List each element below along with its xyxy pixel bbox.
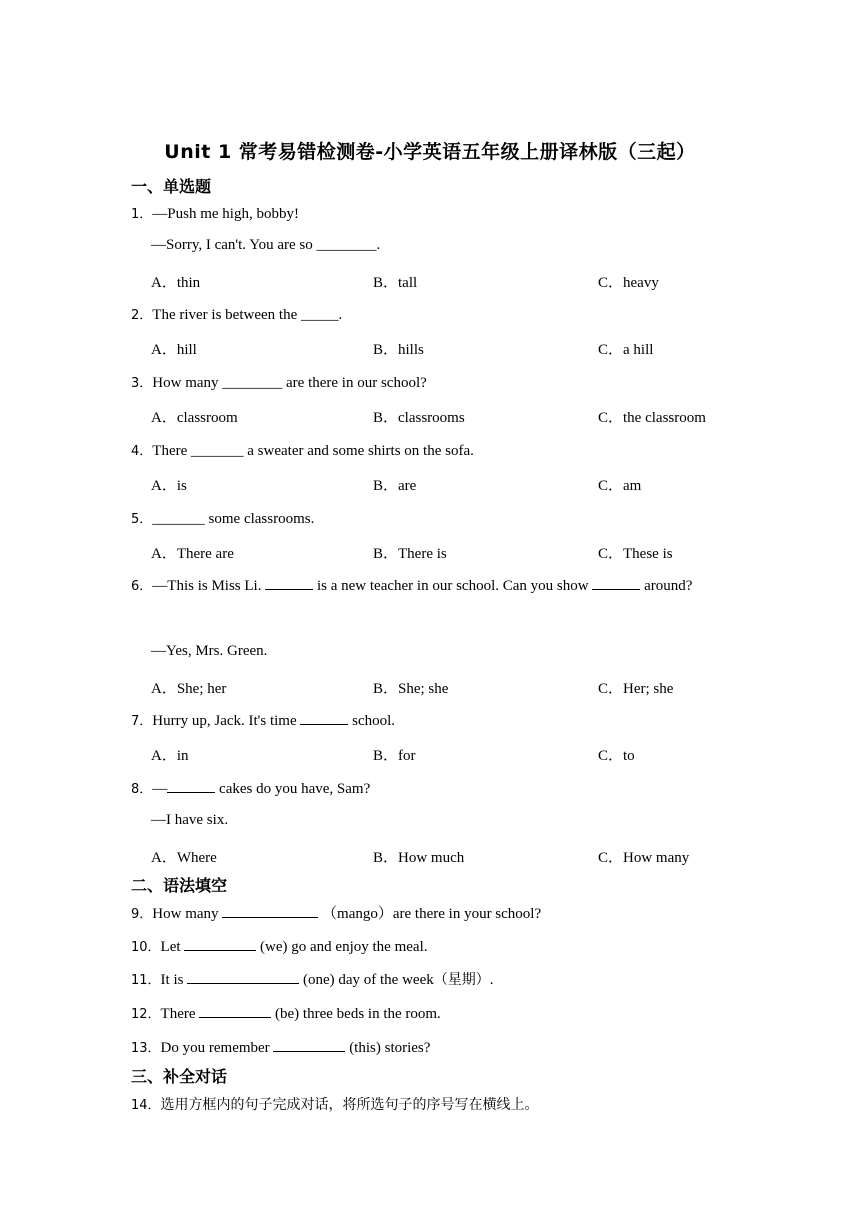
question-text-part: Hurry up, Jack. It's time	[152, 713, 301, 729]
answer-blank	[187, 969, 299, 984]
question-14	[131, 1094, 539, 1114]
option-b: B．How much	[373, 850, 465, 866]
page-title: Unit 1 常考易错检测卷-小学英语五年级上册译林版（三起）	[164, 141, 696, 163]
option-b: B．She; she	[373, 681, 449, 697]
question-text-part: (we) go and enjoy the meal.	[256, 939, 428, 955]
option-c: C．These is	[598, 546, 673, 562]
question-text: 选用方框内的句子完成对话，将所选句子的序号写在横线上。	[160, 1097, 539, 1113]
question-text-part: is a new teacher in our school. Can you show	[313, 578, 593, 594]
option-c: C．Her; she	[598, 681, 674, 697]
question-4	[131, 440, 474, 460]
question-number: 11．	[131, 973, 161, 988]
section-heading-single-choice: 一、单选题	[131, 177, 212, 196]
question-number: 6．	[131, 579, 153, 594]
question-8-line-2: —I have six.	[151, 812, 229, 828]
question-text-part: school.	[348, 713, 396, 729]
question-number: 5．	[131, 512, 153, 527]
question-5	[131, 508, 314, 528]
option-a: A．There are	[151, 546, 234, 562]
option-a: A．Where	[151, 850, 217, 866]
answer-blank	[592, 575, 640, 590]
question-text-part: cakes do you have, Sam?	[215, 781, 371, 797]
option-c: C．the classroom	[598, 410, 706, 426]
option-c: C．am	[598, 478, 642, 494]
question-text-part: —	[152, 781, 168, 797]
option-a: A．thin	[151, 275, 201, 291]
question-2	[131, 304, 342, 324]
question-number: 14．	[131, 1098, 161, 1113]
option-a: A．in	[151, 748, 189, 764]
option-b: B．are	[373, 478, 417, 494]
question-13	[131, 1037, 430, 1057]
question-text-part: .	[489, 972, 494, 988]
answer-blank	[273, 1037, 345, 1052]
question-12	[131, 1003, 441, 1023]
question-number: 7．	[131, 714, 153, 729]
question-text-part: around?	[640, 578, 693, 594]
answer-blank	[300, 710, 348, 725]
question-6-line-2: —Yes, Mrs. Green.	[151, 643, 268, 659]
question-number: 12．	[131, 1007, 161, 1022]
option-b: B．There is	[373, 546, 447, 562]
answer-blank	[167, 778, 215, 793]
question-9	[131, 902, 541, 923]
option-a: A．classroom	[151, 410, 238, 426]
question-text-part: (be) three beds in the room.	[271, 1006, 441, 1022]
question-text-part: （星期）	[433, 972, 490, 988]
question-number: 1．	[131, 207, 153, 222]
option-b: B．classrooms	[373, 410, 465, 426]
question-text-part: (this) stories?	[345, 1040, 431, 1056]
option-b: B．hills	[373, 342, 424, 358]
question-number: 2．	[131, 308, 153, 323]
question-number: 13．	[131, 1041, 161, 1056]
question-number: 3．	[131, 376, 153, 391]
answer-blank	[222, 903, 318, 918]
question-text-part: —This is Miss Li.	[152, 578, 266, 594]
question-text-part: Do you remember	[160, 1040, 274, 1056]
question-text: There _______ a sweater and some shirts on the sofa.	[152, 443, 474, 459]
answer-blank	[265, 575, 313, 590]
question-1	[131, 203, 299, 223]
option-c: C．How many	[598, 850, 690, 866]
option-c: C．to	[598, 748, 635, 764]
section-heading-grammar-fill: 二、语法填空	[131, 876, 228, 895]
option-b: B．tall	[373, 275, 418, 291]
question-text: _______ some classrooms.	[152, 511, 315, 527]
question-number: 9．	[131, 907, 153, 922]
option-a: A．hill	[151, 342, 197, 358]
option-b: B．for	[373, 748, 416, 764]
question-text: —Push me high, bobby!	[152, 206, 299, 222]
answer-blank	[199, 1003, 271, 1018]
question-8	[131, 778, 370, 798]
question-text-part: It is	[160, 972, 188, 988]
question-number: 8．	[131, 782, 153, 797]
question-text-part: （mango）are there in your school?	[318, 906, 542, 922]
question-1-line-2: —Sorry, I can't. You are so ________.	[151, 237, 381, 253]
option-a: A．She; her	[151, 681, 227, 697]
question-7	[131, 710, 395, 730]
option-c: C．a hill	[598, 342, 654, 358]
question-number: 4．	[131, 444, 153, 459]
question-number: 10．	[131, 940, 161, 955]
option-a: A．is	[151, 478, 187, 494]
question-text-part: There	[160, 1006, 200, 1022]
question-text-part: (one) day of the week	[299, 972, 434, 988]
question-6	[131, 575, 692, 595]
answer-blank	[184, 936, 256, 951]
question-text-part: Let	[160, 939, 185, 955]
question-10	[131, 936, 428, 956]
question-text: The river is between the _____.	[152, 307, 343, 323]
question-text: How many ________ are there in our school?	[152, 375, 427, 391]
question-3	[131, 372, 427, 392]
section-heading-dialogue: 三、补全对话	[131, 1067, 228, 1086]
question-text-part: How many	[152, 906, 223, 922]
option-c: C．heavy	[598, 275, 659, 291]
question-11	[131, 969, 494, 989]
